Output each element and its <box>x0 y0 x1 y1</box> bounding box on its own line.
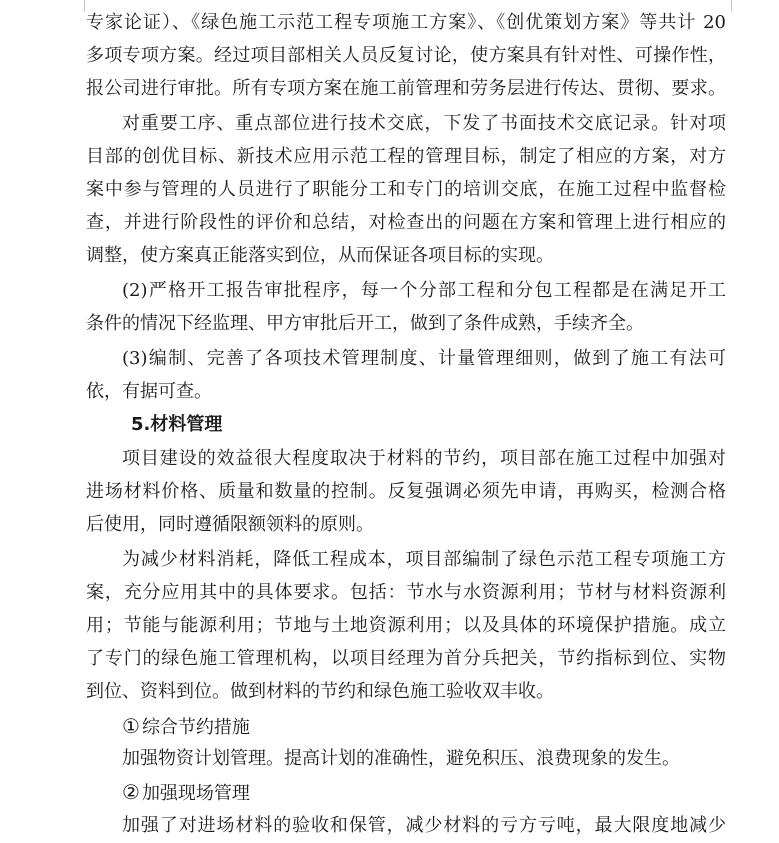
paragraph-line: 项目建设的效益很大程度取决于材料的节约，项目部在施工过程中加强对 <box>122 448 726 469</box>
circled-number-1: ① <box>122 714 140 738</box>
paragraph-line: (2)严格开工报告审批程序，每一个分部工程和分包工程都是在满足开工 <box>122 280 726 301</box>
list-item-heading <box>122 776 726 808</box>
paragraph-line: 依，有据可查。 <box>86 381 212 402</box>
list-item-label: 加强现场管理 <box>141 783 250 804</box>
paragraph-line: 用；节能与能源利用；节地与土地资源利用；以及具体的环境保护措施。成立 <box>86 615 726 636</box>
paragraph-line: 了专门的绿色施工管理机构，以项目经理为首分兵把关，节约指标到位、实物 <box>86 648 726 669</box>
paragraph-line: 多项专项方案。经过项目部相关人员反复讨论，使方案具有针对性、可操作性， <box>86 45 726 66</box>
paragraph-line: 条件的情况下经监理、甲方审批后开工，做到了条件成熟，手续齐全。 <box>86 313 644 334</box>
section-heading: 5.材料管理 <box>131 414 223 435</box>
paragraph-line: 查，并进行阶段性的评价和总结，对检查出的问题在方案和管理上进行相应的 <box>86 212 726 233</box>
margin-crop-mark <box>84 0 85 12</box>
paragraph-line: 为减少材料消耗，降低工程成本，项目部编制了绿色示范工程专项施工方 <box>122 549 726 570</box>
paragraph-line: 报公司进行审批。所有专项方案在施工前管理和劳务层进行传达、贯彻、要求。 <box>86 78 726 99</box>
paragraph-line: 进场材料价格、质量和数量的控制。反复强调必须先申请，再购买，检测合格 <box>86 481 726 502</box>
paragraph-line: 加强了对进场材料的验收和保管，减少材料的亏方亏吨，最大限度地减少 <box>122 815 726 836</box>
paragraph-line: 调整，使方案真正能落实到位，从而保证各项目标的实现。 <box>86 245 554 266</box>
paragraph-line: 后使用，同时遵循限额领料的原则。 <box>86 514 374 535</box>
list-item-label: 综合节约措施 <box>141 717 250 738</box>
paragraph-line: 案中参与管理的人员进行了职能分工和专门的培训交底，在施工过程中监督检 <box>86 179 726 200</box>
paragraph-line: 目部的创优目标、新技术应用示范工程的管理目标，制定了相应的方案，对方 <box>86 146 726 167</box>
paragraph-line: 专家论证）、《绿色施工示范工程专项施工方案》、《创优策划方案》等共计 20 <box>86 12 726 33</box>
paragraph-line: 对重要工序、重点部位进行技术交底，下发了书面技术交底记录。针对项 <box>122 113 726 134</box>
circled-number-2: ② <box>122 780 140 804</box>
list-item-heading <box>122 710 726 742</box>
paragraph-line: 到位、资料到位。做到材料的节约和绿色施工验收双丰收。 <box>86 681 554 702</box>
paragraph-line: (3)编制、完善了各项技术管理制度、计量管理细则，做到了施工有法可 <box>122 348 726 369</box>
paragraph-line: 案，充分应用其中的具体要求。包括：节水与水资源利用；节材与材料资源利 <box>86 582 726 603</box>
paragraph-line: 加强物资计划管理。提高计划的准确性，避免积压、浪费现象的发生。 <box>122 748 680 769</box>
margin-crop-mark <box>731 0 732 12</box>
